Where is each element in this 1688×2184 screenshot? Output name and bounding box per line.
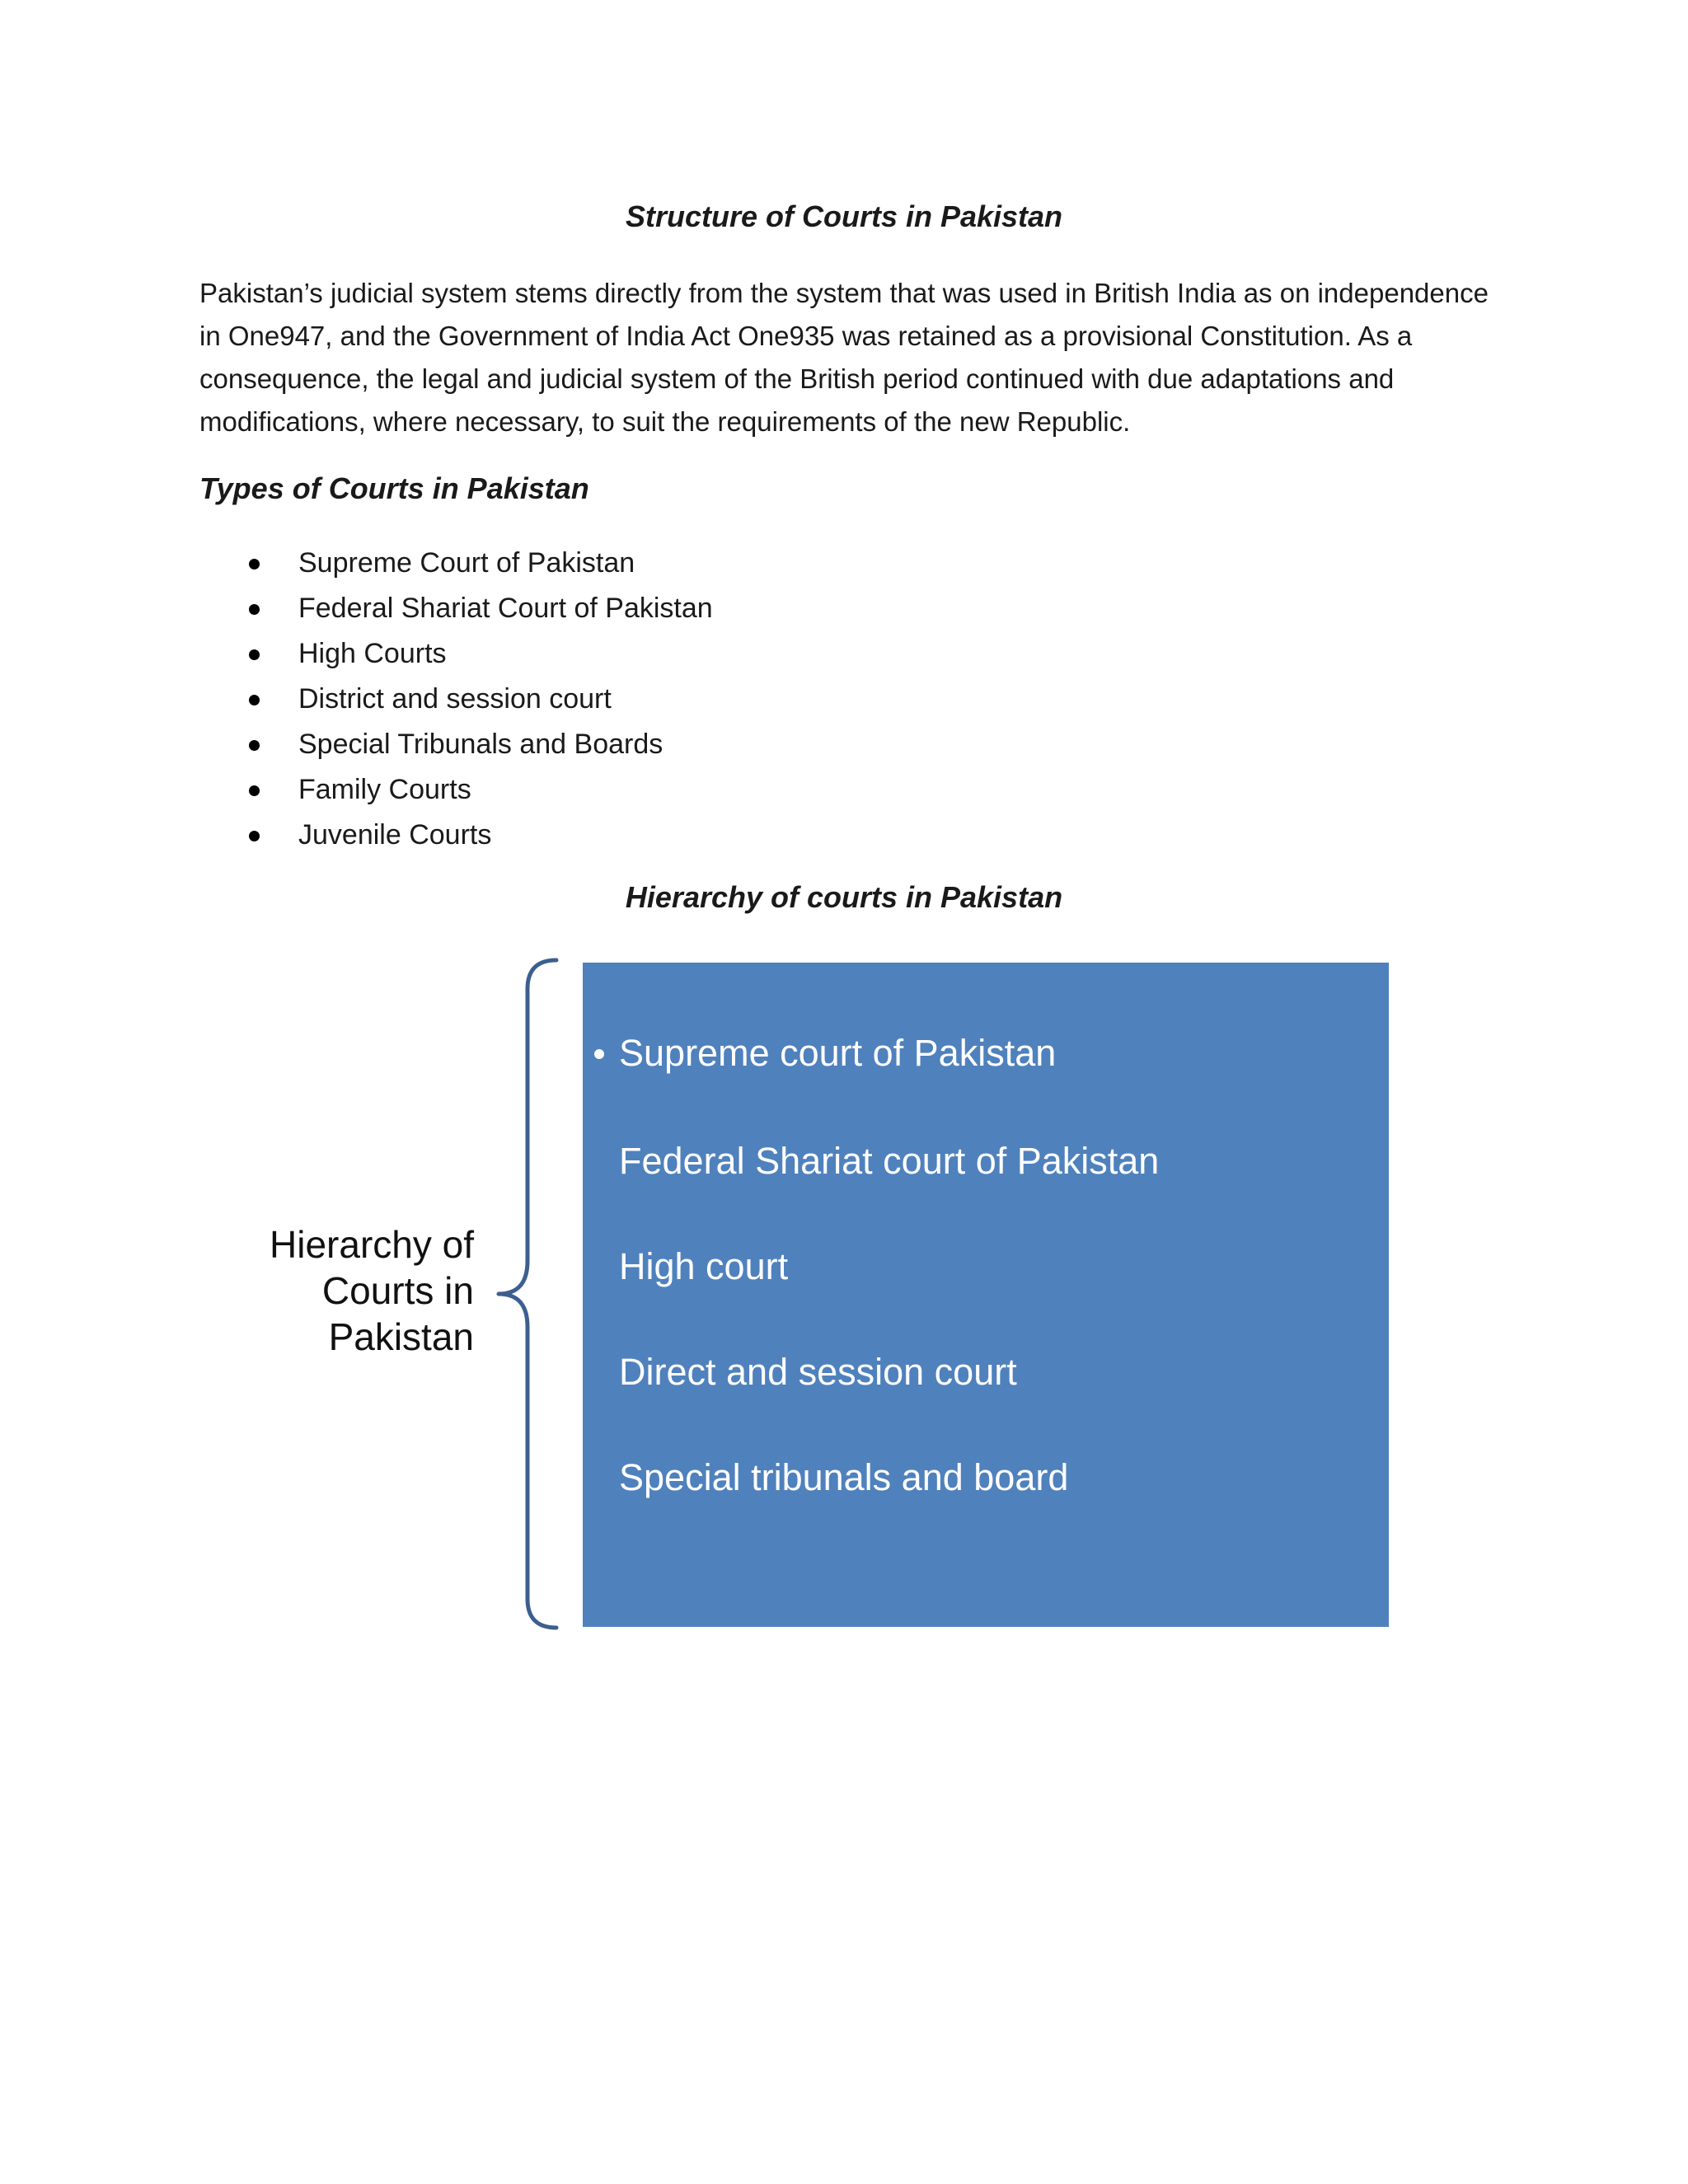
hierarchy-item: Supreme court of Pakistan: [619, 1032, 1057, 1074]
hierarchy-item: Special tribunals and board: [619, 1456, 1069, 1498]
hierarchy-item: High court: [619, 1245, 789, 1287]
hierarchy-item: Federal Shariat court of Pakistan: [619, 1140, 1160, 1182]
brace-path: [499, 960, 556, 1628]
list-item-label: Family Courts: [298, 774, 471, 805]
list-item: [249, 541, 713, 586]
curly-brace-icon: [486, 956, 560, 1632]
list-item: [249, 586, 713, 631]
list-item: [249, 677, 713, 722]
intro-paragraph: Pakistan’s judicial system stems directly from the system that was used in British India as on independence in One947, and the Government of India Act One935 was retained as a provisional Constitution. As a consequence, the legal and judicial system of the British period continued with due adaptations and modifications, where necessary, to suit the requirements of the new Republic.: [199, 278, 1489, 437]
bullet-icon: [249, 604, 260, 615]
bullet-icon: [249, 649, 260, 660]
hierarchy-box: [583, 963, 1389, 1627]
types-of-courts-list: [249, 541, 713, 858]
bullet-icon: [249, 559, 260, 569]
list-item: [249, 813, 713, 858]
list-item: [249, 767, 713, 813]
list-item-label: High Courts: [298, 638, 447, 669]
list-item-label: Special Tribunals and Boards: [298, 729, 663, 760]
bullet-icon: [249, 785, 260, 796]
list-item-label: Federal Shariat Court of Pakistan: [298, 593, 713, 624]
diagram-label: Hierarchy of Courts in Pakistan: [270, 1223, 474, 1358]
list-item-label: Juvenile Courts: [298, 819, 492, 851]
hierarchy-heading: Hierarchy of courts in Pakistan: [625, 880, 1063, 914]
page-title: Structure of Courts in Pakistan: [625, 199, 1063, 233]
bullet-icon: [249, 695, 260, 705]
types-heading: Types of Courts in Pakistan: [199, 471, 589, 505]
list-item: [249, 631, 713, 677]
list-item-label: Supreme Court of Pakistan: [298, 547, 635, 579]
bullet-icon: [594, 1049, 604, 1059]
hierarchy-item: Direct and session court: [619, 1351, 1017, 1393]
list-item: [249, 722, 713, 767]
bullet-icon: [249, 831, 260, 841]
list-item-label: District and session court: [298, 683, 612, 715]
bullet-icon: [249, 740, 260, 751]
